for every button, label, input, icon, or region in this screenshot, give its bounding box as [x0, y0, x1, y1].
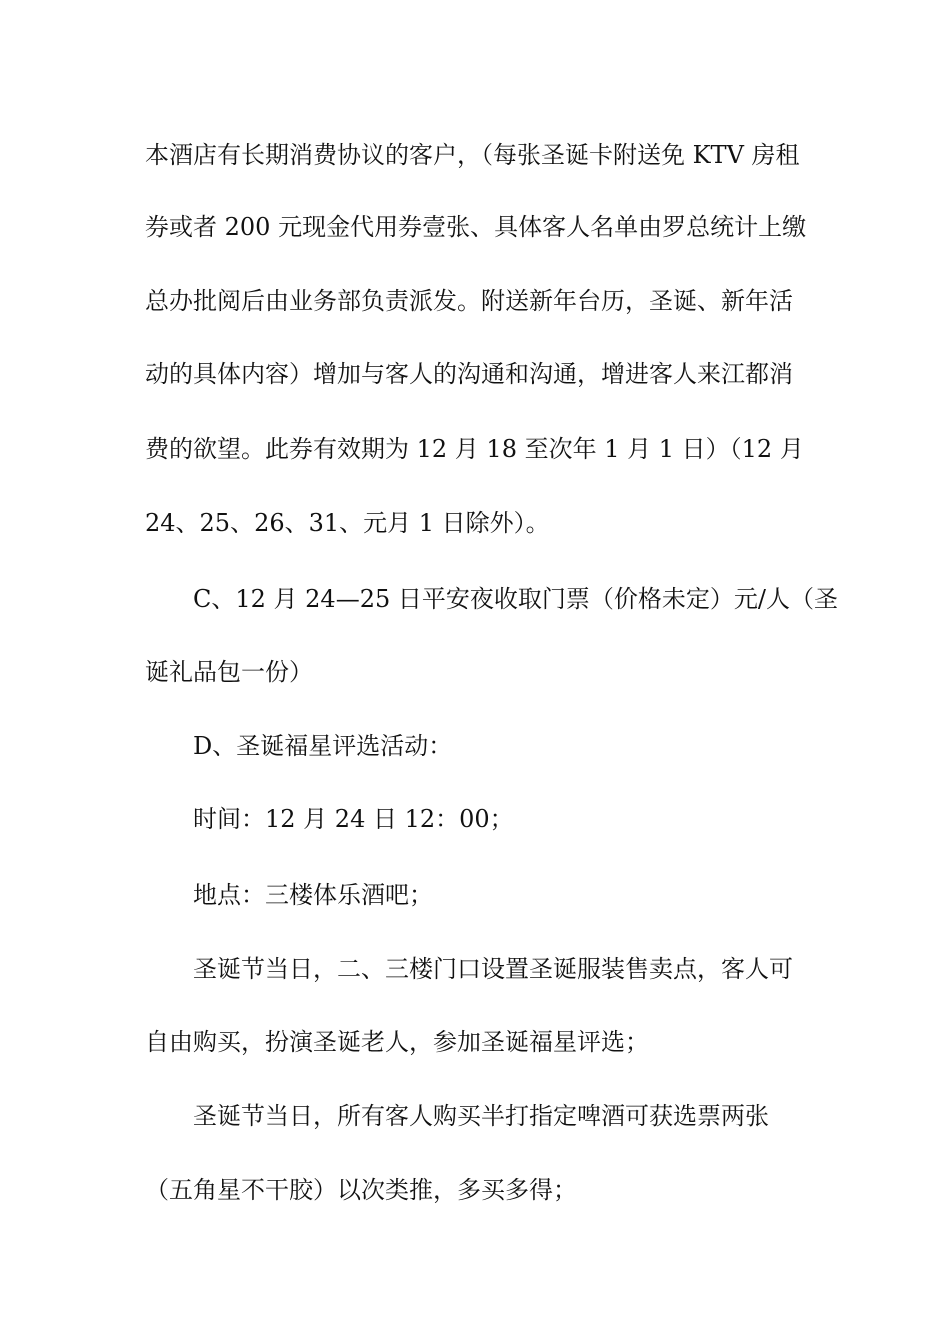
text-line-9: D、圣诞福星评选活动：	[193, 732, 453, 760]
text-line-7: C、12 月 24—25 日平安夜收取门票（价格未定）元/人（圣	[193, 585, 838, 613]
text-line-11: 地点：三楼体乐酒吧；	[193, 881, 433, 909]
text-line-10: 时间：12 月 24 日 12：00；	[193, 805, 514, 833]
text-line-6: 24、25、26、31、元月 1 日除外）。	[145, 509, 550, 537]
text-line-8: 诞礼品包一份）	[145, 658, 313, 686]
text-line-4: 动的具体内容）增加与客人的沟通和沟通，增进客人来江都消	[145, 360, 793, 388]
text-line-14: 圣诞节当日，所有客人购买半打指定啤酒可获选票两张	[193, 1102, 769, 1130]
text-line-15: （五角星不干胶）以次类推，多买多得；	[145, 1176, 577, 1204]
text-line-5: 费的欲望。此券有效期为 12 月 18 至次年 1 月 1 日）（12 月	[145, 435, 804, 463]
text-line-3: 总办批阅后由业务部负责派发。附送新年台历，圣诞、新年活	[145, 287, 793, 315]
text-line-2: 券或者 200 元现金代用券壹张、具体客人名单由罗总统计上缴	[145, 213, 807, 241]
text-line-1: 本酒店有长期消费协议的客户，（每张圣诞卡附送免 KTV 房租	[145, 141, 800, 169]
text-line-12: 圣诞节当日，二、三楼门口设置圣诞服装售卖点，客人可	[193, 955, 793, 983]
text-line-13: 自由购买，扮演圣诞老人，参加圣诞福星评选；	[145, 1028, 649, 1056]
